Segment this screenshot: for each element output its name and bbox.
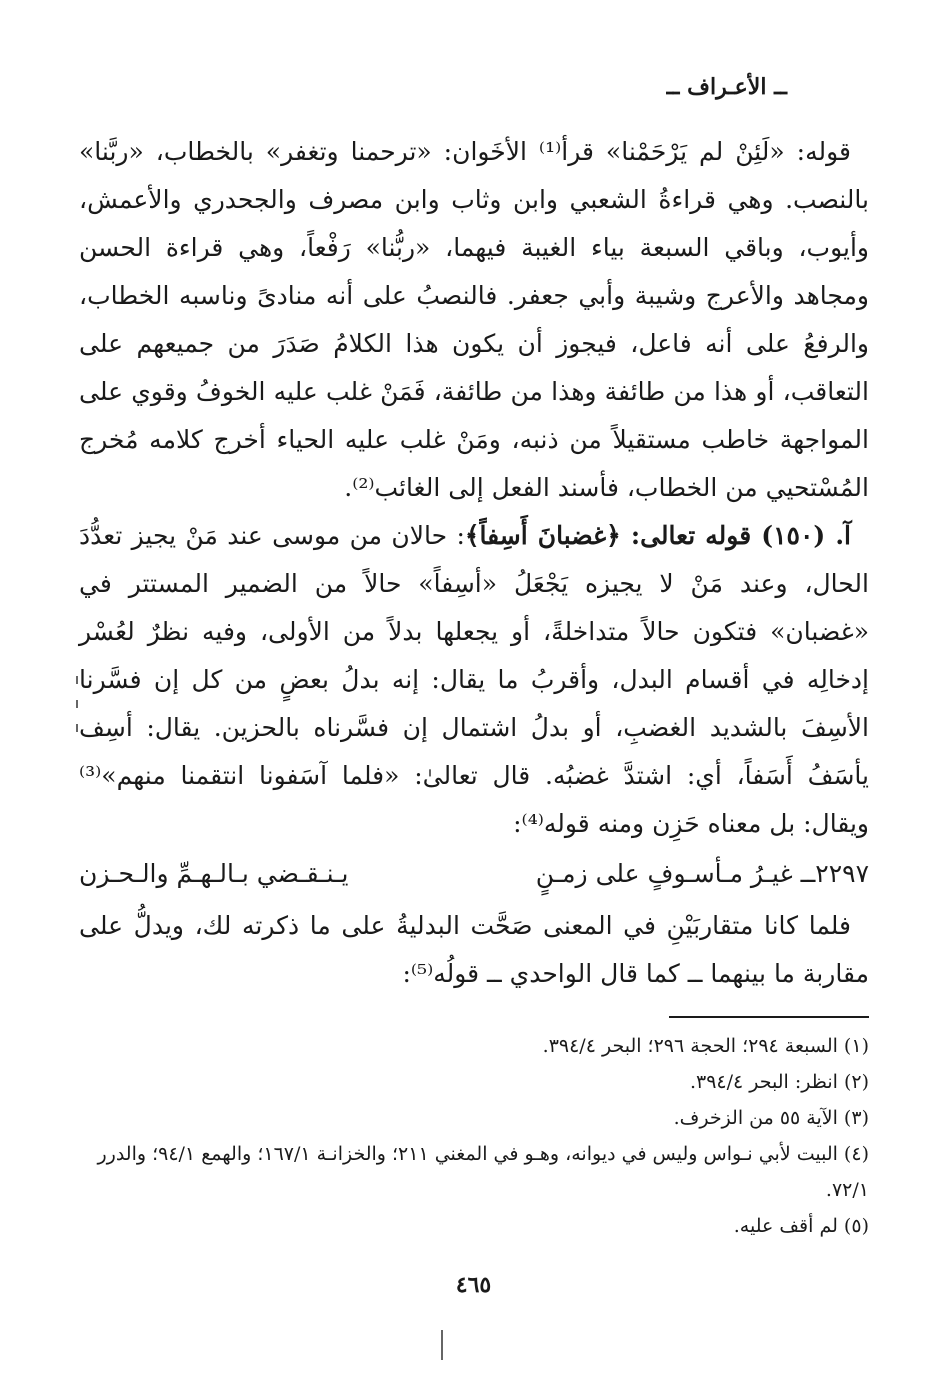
- margin-tick: [441, 1330, 443, 1360]
- footnote-2: (٢) انظر: البحر ٣٩٤/٤.: [689, 1071, 869, 1093]
- section-text: : حالان من موسى عند مَنْ يجيز تعدُّدَ الحال، وعند مَنْ لا يجيزه يَجْعَلُ «أسِفاً» حالاً من الضمير المستتر في «غضبان» فتكون حالاً متداخلةً، أو يجعلها بدلاً من الأولى، وفيه نظرٌ لعُسْر إدخالِه في أقسام البدل، وأقربُ ما يقال: إنه بدلُ بعضٍ من كل إن فسَّرنا الأسِفَ بالشديد الغضبِ، أو بدلُ اشتمال إن فسَّرناه بالحزين. يقال: أسِف يأسَفُ أَسَفاً، أي: اشتدَّ غضبُه. قال تعالىٰ: «فلما آسَفونا انتقمنا منهم»⁽³⁾ ويقال: بل معناه حَزِن ومنه قوله⁽⁴⁾:: [79, 521, 869, 838]
- margin-tick: [76, 676, 78, 684]
- footnote-divider: [669, 1016, 869, 1018]
- margin-tick: [76, 724, 78, 732]
- margin-tick: [76, 700, 78, 708]
- page-number: ٤٦٥: [455, 1272, 492, 1298]
- verse-first-hemistich: [536, 852, 869, 896]
- footnote-4: (٤) البيت لأبي نـواس وليس في ديوانه، وهـو في المغني ٢١١؛ والخزانـة ١٦٧/١؛ والهمع ٩٤/١؛ والدرر ٧٢/١.: [97, 1143, 869, 1201]
- closing-paragraph: فلما كانا متقاربَيْنِ في المعنى صَحَّت البدليةُ على ما ذكرته لك، ويدلُّ على مقاربة ما بينهما ــ كما قال الواحدي ــ قولُه⁽⁵⁾:: [79, 911, 869, 988]
- paragraph-1: قوله: «لَئِنْ لم يَرْحَمْنا» قرأ⁽¹⁾ الأخَوان: «ترحمنا وتغفر» بالخطاب، «ربَّنا» بالنصب. وهي قراءةُ الشعبي وابن وثاب وابن مصرف والجحدري والأعمش، وأيوب، وباقي السبعة بياء الغيبة فيهما، «ربُّنا» رَفْعاً، وهي قراءة الحسن ومجاهد والأعرج وشيبة وأبي جعفر. فالنصبُ على أنه منادىً وناسبه الخطاب، والرفعُ على أنه فاعل، فيجوز أن يكون هذا الكلامُ صَدَرَ من جميعهم على التعاقب، أو هذا من طائفة وهذا من طائفة، فَمَنْ غلب عليه الخوفُ وقوي على المواجهة خاطب مستقيلاً من ذنبه، ومَنْ غلب عليه الحياء أخرج كلامه مُخرج المُسْتحيي من الخطاب، فأسند الفعل إلى الغائب⁽²⁾.: [79, 137, 869, 502]
- verse-second-hemistich: يـنـقـضي بـالـهـمِّ والـحـزن: [79, 859, 349, 888]
- footnote-1: (١) السبعة ٢٩٤؛ الحجة ٢٩٦؛ البحر ٣٩٤/٤.: [542, 1035, 869, 1057]
- verse-number: ٢٢٩٧ــ: [800, 859, 869, 888]
- section-heading: آ. (١٥٠) قوله تعالى: ﴿غضبانَ أَسِفاً﴾: [464, 521, 852, 550]
- footnote-5: (٥) لم أقف عليه.: [733, 1215, 869, 1237]
- footnotes: [79, 1028, 869, 1244]
- running-head: ــ الأعـراف ــ: [666, 74, 787, 100]
- footnote-3: (٣) الآية ٥٥ من الزخرف.: [673, 1107, 869, 1129]
- verse-first-text: غيـرُ مـأسـوفٍ على زمـنٍ: [535, 859, 793, 888]
- poetry-verse: [79, 852, 869, 896]
- main-text: [79, 128, 869, 998]
- section-150: [79, 512, 869, 848]
